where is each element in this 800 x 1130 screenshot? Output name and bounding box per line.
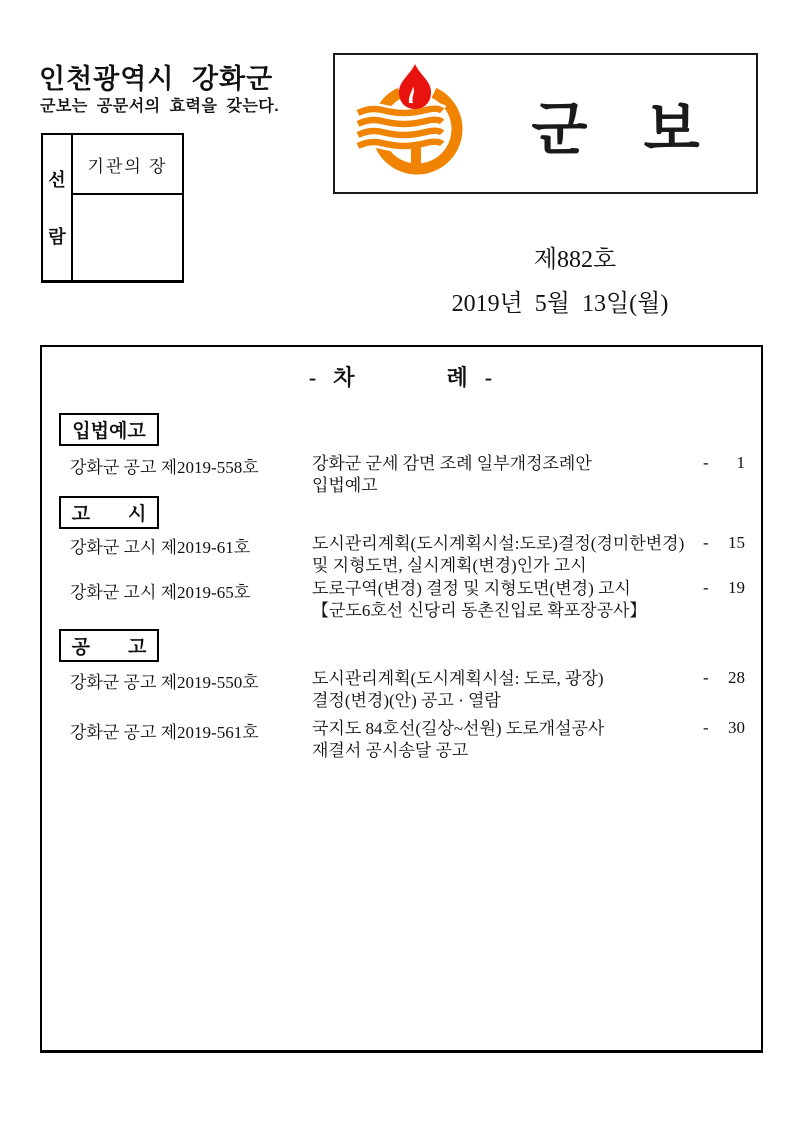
doc-title-line1: 도로구역(변경) 결정 및 지형도면(변경) 고시: [312, 579, 631, 598]
gazette-title: [475, 82, 756, 166]
masthead-box: [333, 53, 758, 194]
doc-title-line2: 재결서 공시송달 공고: [312, 741, 469, 760]
doc-title: [312, 578, 704, 622]
doc-number: 강화군 공고 제2019-550호: [70, 673, 259, 692]
gazette-tagline: 군보는 공문서의 효력을 갖는다.: [40, 98, 280, 115]
doc-title-line1: 강화군 군세 감면 조례 일부개정조례안: [312, 454, 592, 473]
page-number: 15: [728, 533, 745, 552]
toc-box: [40, 345, 763, 1053]
page-number: 30: [728, 718, 745, 737]
doc-title: [312, 453, 704, 497]
page-number: 1: [736, 453, 745, 472]
doc-title-line2: 입법예고: [312, 476, 378, 495]
gazette-title-char-1: 군: [531, 96, 588, 162]
toc-title: - 차 례 -: [308, 365, 495, 390]
ganghwa-county-emblem-icon: [355, 61, 475, 186]
toc-item: [42, 668, 759, 716]
page-dash: -: [703, 578, 709, 597]
doc-title-line1: 도시관리계획(도시계획시설:도로)결정(경미한변경): [312, 534, 685, 553]
section-label-notification: 고 시: [59, 496, 159, 529]
doc-title: [312, 668, 704, 712]
doc-title-line1: 국지도 84호선(길상~선원) 도로개설공사: [312, 719, 605, 738]
doc-title-line2: 【군도6호선 신당리 동촌진입로 확포장공사】: [312, 601, 647, 620]
publisher-title: 인천광역시 강화군: [39, 64, 274, 94]
doc-number: 강화군 공고 제2019-561호: [70, 723, 259, 742]
doc-title-line2: 결정(변경)(안) 공고 · 열람: [312, 691, 501, 710]
page-dash: -: [703, 533, 709, 552]
approval-side-char-top: 선: [48, 170, 66, 190]
toc-item: [42, 578, 759, 626]
approval-signature-cell: [73, 195, 182, 280]
section-label-legislative-notice: 입법예고: [59, 413, 159, 446]
doc-title: [312, 533, 704, 577]
page-number: 28: [728, 668, 745, 687]
approval-main-column: [73, 135, 182, 280]
toc-item: [42, 718, 759, 766]
page-number: 19: [728, 578, 745, 597]
issue-number: 제882호: [533, 247, 617, 273]
page-dash: -: [703, 668, 709, 687]
issue-date: 2019년 5월 13일(월): [451, 291, 669, 317]
doc-title: [312, 718, 704, 762]
toc-item: [42, 533, 759, 581]
approval-stamp-table: [41, 133, 184, 283]
doc-number: 강화군 고시 제2019-61호: [70, 538, 251, 557]
approval-header-cell: 기관의 장: [73, 135, 182, 195]
approval-side-column: [43, 135, 73, 280]
gazette-title-char-2: 보: [643, 96, 700, 162]
doc-title-line1: 도시관리계획(도시계획시설: 도로, 광장): [312, 669, 604, 688]
section-label-announcement: 공 고: [59, 629, 159, 662]
doc-title-line2: 및 지형도면, 실시계획(변경)인가 고시: [312, 556, 587, 575]
page-dash: -: [703, 718, 709, 737]
doc-number: 강화군 고시 제2019-65호: [70, 583, 251, 602]
approval-side-char-bottom: 람: [48, 227, 66, 247]
toc-item: [42, 453, 759, 501]
page-dash: -: [703, 453, 709, 472]
doc-number: 강화군 공고 제2019-558호: [70, 458, 259, 477]
